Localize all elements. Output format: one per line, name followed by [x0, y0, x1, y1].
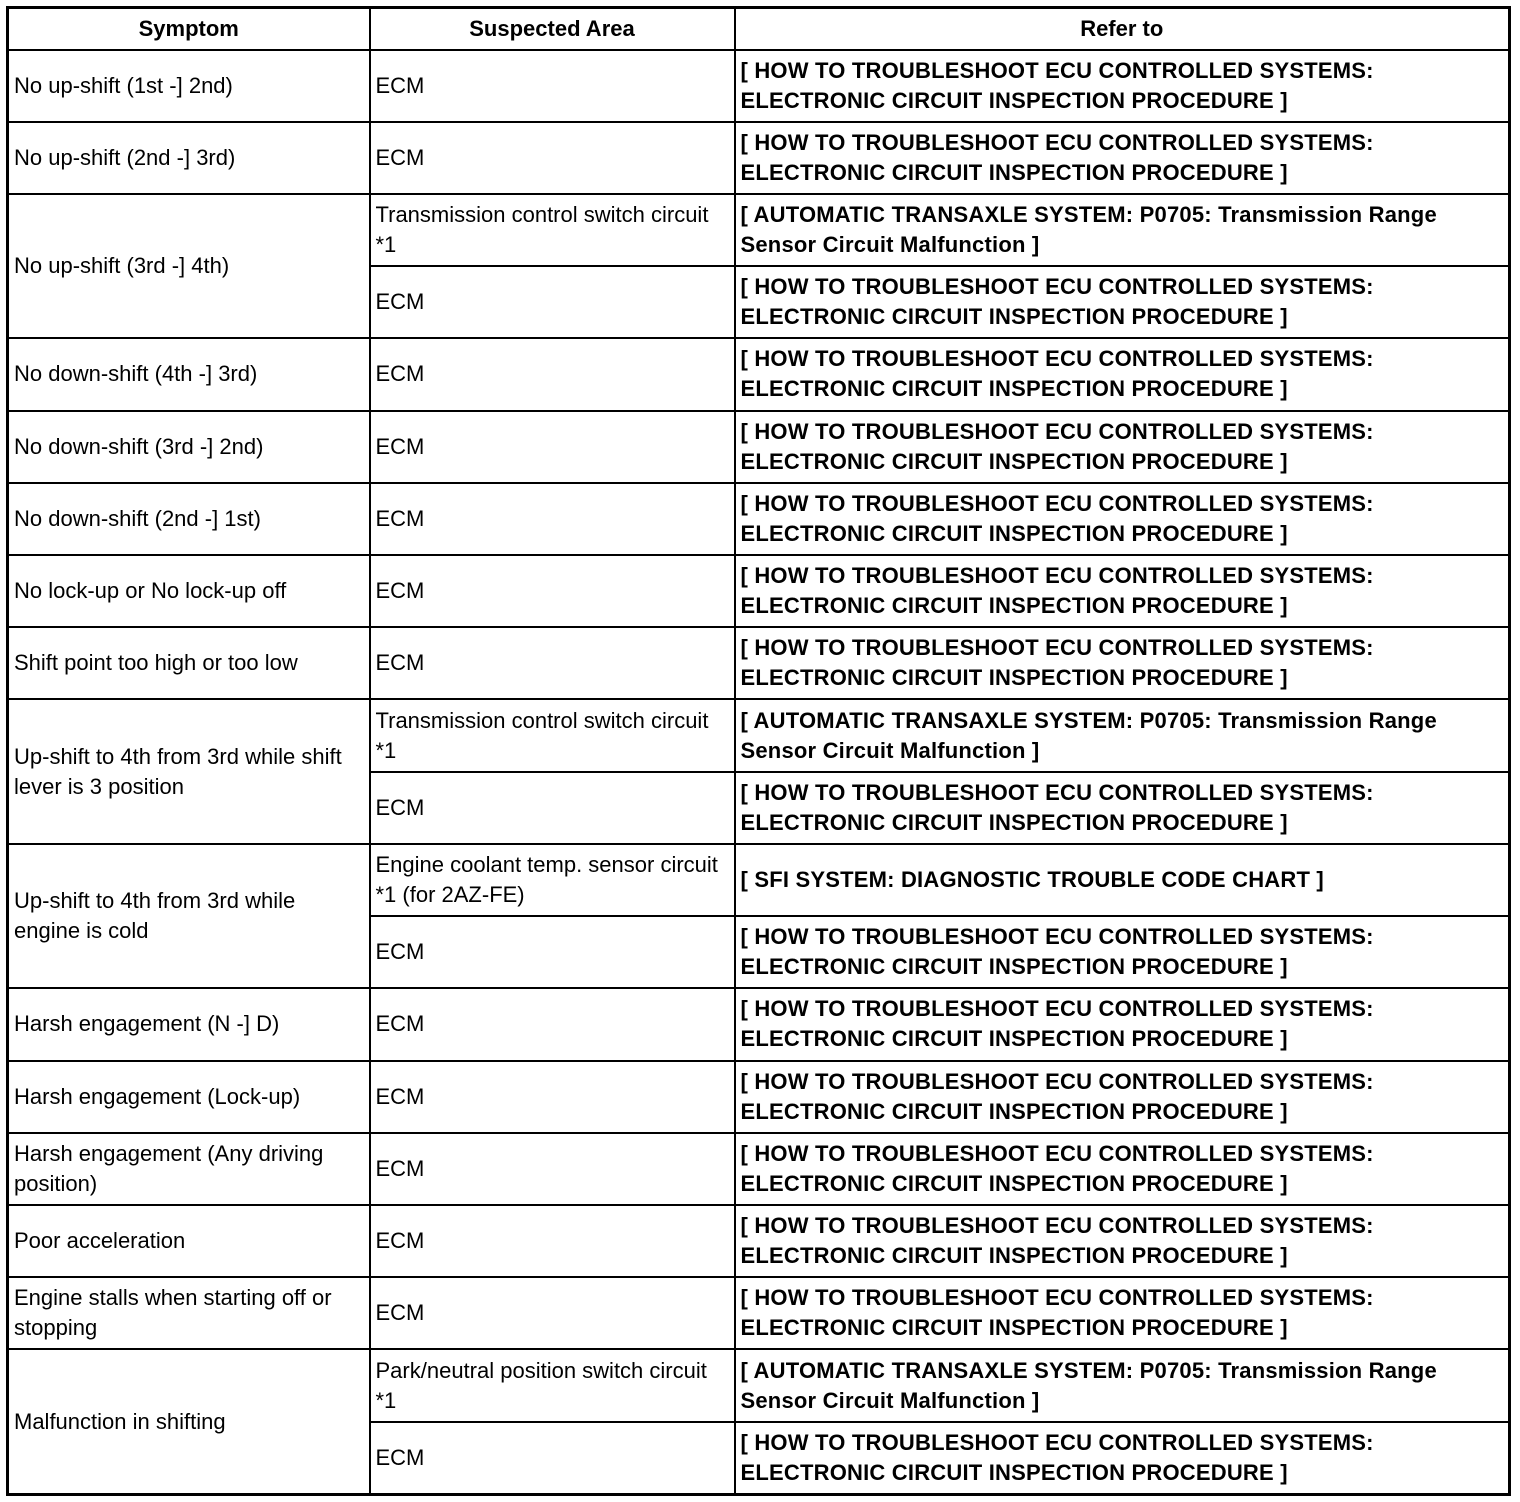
symptom-cell: Shift point too high or too low	[8, 627, 370, 699]
symptom-cell: Poor acceleration	[8, 1205, 370, 1277]
suspected-area-cell: ECM	[370, 627, 735, 699]
refer-to-link[interactable]: [ AUTOMATIC TRANSAXLE SYSTEM: P0705: Transmission Range Sensor Circuit Malfunction ]	[735, 194, 1510, 266]
suspected-area-cell: ECM	[370, 1422, 735, 1495]
table-row	[8, 699, 1510, 771]
suspected-area-cell: ECM	[370, 988, 735, 1060]
header-suspected-area: Suspected Area	[370, 8, 735, 50]
table-row	[8, 555, 1510, 627]
refer-to-link[interactable]: [ HOW TO TROUBLESHOOT ECU CONTROLLED SYSTEMS: ELECTRONIC CIRCUIT INSPECTION PROCEDURE ]	[735, 627, 1510, 699]
symptom-cell: No lock-up or No lock-up off	[8, 555, 370, 627]
suspected-area-cell: Transmission control switch circuit *1	[370, 699, 735, 771]
suspected-area-cell: ECM	[370, 50, 735, 122]
header-symptom: Symptom	[8, 8, 370, 50]
symptom-cell: Up-shift to 4th from 3rd while engine is cold	[8, 844, 370, 988]
refer-to-link[interactable]: [ HOW TO TROUBLESHOOT ECU CONTROLLED SYSTEMS: ELECTRONIC CIRCUIT INSPECTION PROCEDURE ]	[735, 411, 1510, 483]
suspected-area-cell: ECM	[370, 772, 735, 844]
symptom-cell: No up-shift (1st -] 2nd)	[8, 50, 370, 122]
suspected-area-cell: Transmission control switch circuit *1	[370, 194, 735, 266]
symptom-cell: Up-shift to 4th from 3rd while shift lever is 3 position	[8, 699, 370, 843]
table-row	[8, 1133, 1510, 1205]
table-row	[8, 844, 1510, 916]
table-row	[8, 122, 1510, 194]
suspected-area-cell: Park/neutral position switch circuit *1	[370, 1349, 735, 1421]
symptom-cell: Engine stalls when starting off or stopping	[8, 1277, 370, 1349]
suspected-area-cell: ECM	[370, 1205, 735, 1277]
refer-to-link[interactable]: [ HOW TO TROUBLESHOOT ECU CONTROLLED SYSTEMS: ELECTRONIC CIRCUIT INSPECTION PROCEDURE ]	[735, 772, 1510, 844]
table-row	[8, 194, 1510, 266]
refer-to-link[interactable]: [ SFI SYSTEM: DIAGNOSTIC TROUBLE CODE CHART ]	[735, 844, 1510, 916]
refer-to-link[interactable]: [ HOW TO TROUBLESHOOT ECU CONTROLLED SYSTEMS: ELECTRONIC CIRCUIT INSPECTION PROCEDURE ]	[735, 266, 1510, 338]
symptom-cell: Harsh engagement (N -] D)	[8, 988, 370, 1060]
table-row	[8, 627, 1510, 699]
refer-to-link[interactable]: [ HOW TO TROUBLESHOOT ECU CONTROLLED SYSTEMS: ELECTRONIC CIRCUIT INSPECTION PROCEDURE ]	[735, 50, 1510, 122]
suspected-area-cell: ECM	[370, 555, 735, 627]
refer-to-link[interactable]: [ HOW TO TROUBLESHOOT ECU CONTROLLED SYSTEMS: ELECTRONIC CIRCUIT INSPECTION PROCEDURE ]	[735, 1205, 1510, 1277]
table-row	[8, 338, 1510, 410]
refer-to-link[interactable]: [ HOW TO TROUBLESHOOT ECU CONTROLLED SYSTEMS: ELECTRONIC CIRCUIT INSPECTION PROCEDURE ]	[735, 988, 1510, 1060]
refer-to-link[interactable]: [ HOW TO TROUBLESHOOT ECU CONTROLLED SYSTEMS: ELECTRONIC CIRCUIT INSPECTION PROCEDURE ]	[735, 338, 1510, 410]
refer-to-link[interactable]: [ HOW TO TROUBLESHOOT ECU CONTROLLED SYSTEMS: ELECTRONIC CIRCUIT INSPECTION PROCEDURE ]	[735, 1061, 1510, 1133]
table-row	[8, 50, 1510, 122]
table-row	[8, 1061, 1510, 1133]
symptom-cell: No down-shift (3rd -] 2nd)	[8, 411, 370, 483]
suspected-area-cell: Engine coolant temp. sensor circuit *1 (for 2AZ-FE)	[370, 844, 735, 916]
refer-to-link[interactable]: [ HOW TO TROUBLESHOOT ECU CONTROLLED SYSTEMS: ELECTRONIC CIRCUIT INSPECTION PROCEDURE ]	[735, 1133, 1510, 1205]
troubleshooting-table	[6, 6, 1511, 1496]
table-row	[8, 1349, 1510, 1421]
refer-to-link[interactable]: [ HOW TO TROUBLESHOOT ECU CONTROLLED SYSTEMS: ELECTRONIC CIRCUIT INSPECTION PROCEDURE ]	[735, 1422, 1510, 1495]
refer-to-link[interactable]: [ HOW TO TROUBLESHOOT ECU CONTROLLED SYSTEMS: ELECTRONIC CIRCUIT INSPECTION PROCEDURE ]	[735, 916, 1510, 988]
refer-to-link[interactable]: [ HOW TO TROUBLESHOOT ECU CONTROLLED SYSTEMS: ELECTRONIC CIRCUIT INSPECTION PROCEDURE ]	[735, 122, 1510, 194]
refer-to-link[interactable]: [ AUTOMATIC TRANSAXLE SYSTEM: P0705: Transmission Range Sensor Circuit Malfunction ]	[735, 699, 1510, 771]
suspected-area-cell: ECM	[370, 411, 735, 483]
suspected-area-cell: ECM	[370, 266, 735, 338]
symptom-cell: No down-shift (2nd -] 1st)	[8, 483, 370, 555]
suspected-area-cell: ECM	[370, 1277, 735, 1349]
suspected-area-cell: ECM	[370, 338, 735, 410]
header-refer-to: Refer to	[735, 8, 1510, 50]
symptom-cell: Harsh engagement (Any driving position)	[8, 1133, 370, 1205]
table-row	[8, 411, 1510, 483]
symptom-cell: No up-shift (2nd -] 3rd)	[8, 122, 370, 194]
symptom-cell: Harsh engagement (Lock-up)	[8, 1061, 370, 1133]
refer-to-link[interactable]: [ AUTOMATIC TRANSAXLE SYSTEM: P0705: Transmission Range Sensor Circuit Malfunction ]	[735, 1349, 1510, 1421]
symptom-cell: Malfunction in shifting	[8, 1349, 370, 1494]
symptom-cell: No down-shift (4th -] 3rd)	[8, 338, 370, 410]
refer-to-link[interactable]: [ HOW TO TROUBLESHOOT ECU CONTROLLED SYSTEMS: ELECTRONIC CIRCUIT INSPECTION PROCEDURE ]	[735, 483, 1510, 555]
refer-to-link[interactable]: [ HOW TO TROUBLESHOOT ECU CONTROLLED SYSTEMS: ELECTRONIC CIRCUIT INSPECTION PROCEDURE ]	[735, 1277, 1510, 1349]
suspected-area-cell: ECM	[370, 483, 735, 555]
table-row	[8, 1277, 1510, 1349]
table-row	[8, 988, 1510, 1060]
suspected-area-cell: ECM	[370, 1133, 735, 1205]
suspected-area-cell: ECM	[370, 1061, 735, 1133]
suspected-area-cell: ECM	[370, 122, 735, 194]
refer-to-link[interactable]: [ HOW TO TROUBLESHOOT ECU CONTROLLED SYSTEMS: ELECTRONIC CIRCUIT INSPECTION PROCEDURE ]	[735, 555, 1510, 627]
table-row	[8, 483, 1510, 555]
suspected-area-cell: ECM	[370, 916, 735, 988]
header-row	[8, 8, 1510, 50]
symptom-cell: No up-shift (3rd -] 4th)	[8, 194, 370, 338]
table-row	[8, 1205, 1510, 1277]
